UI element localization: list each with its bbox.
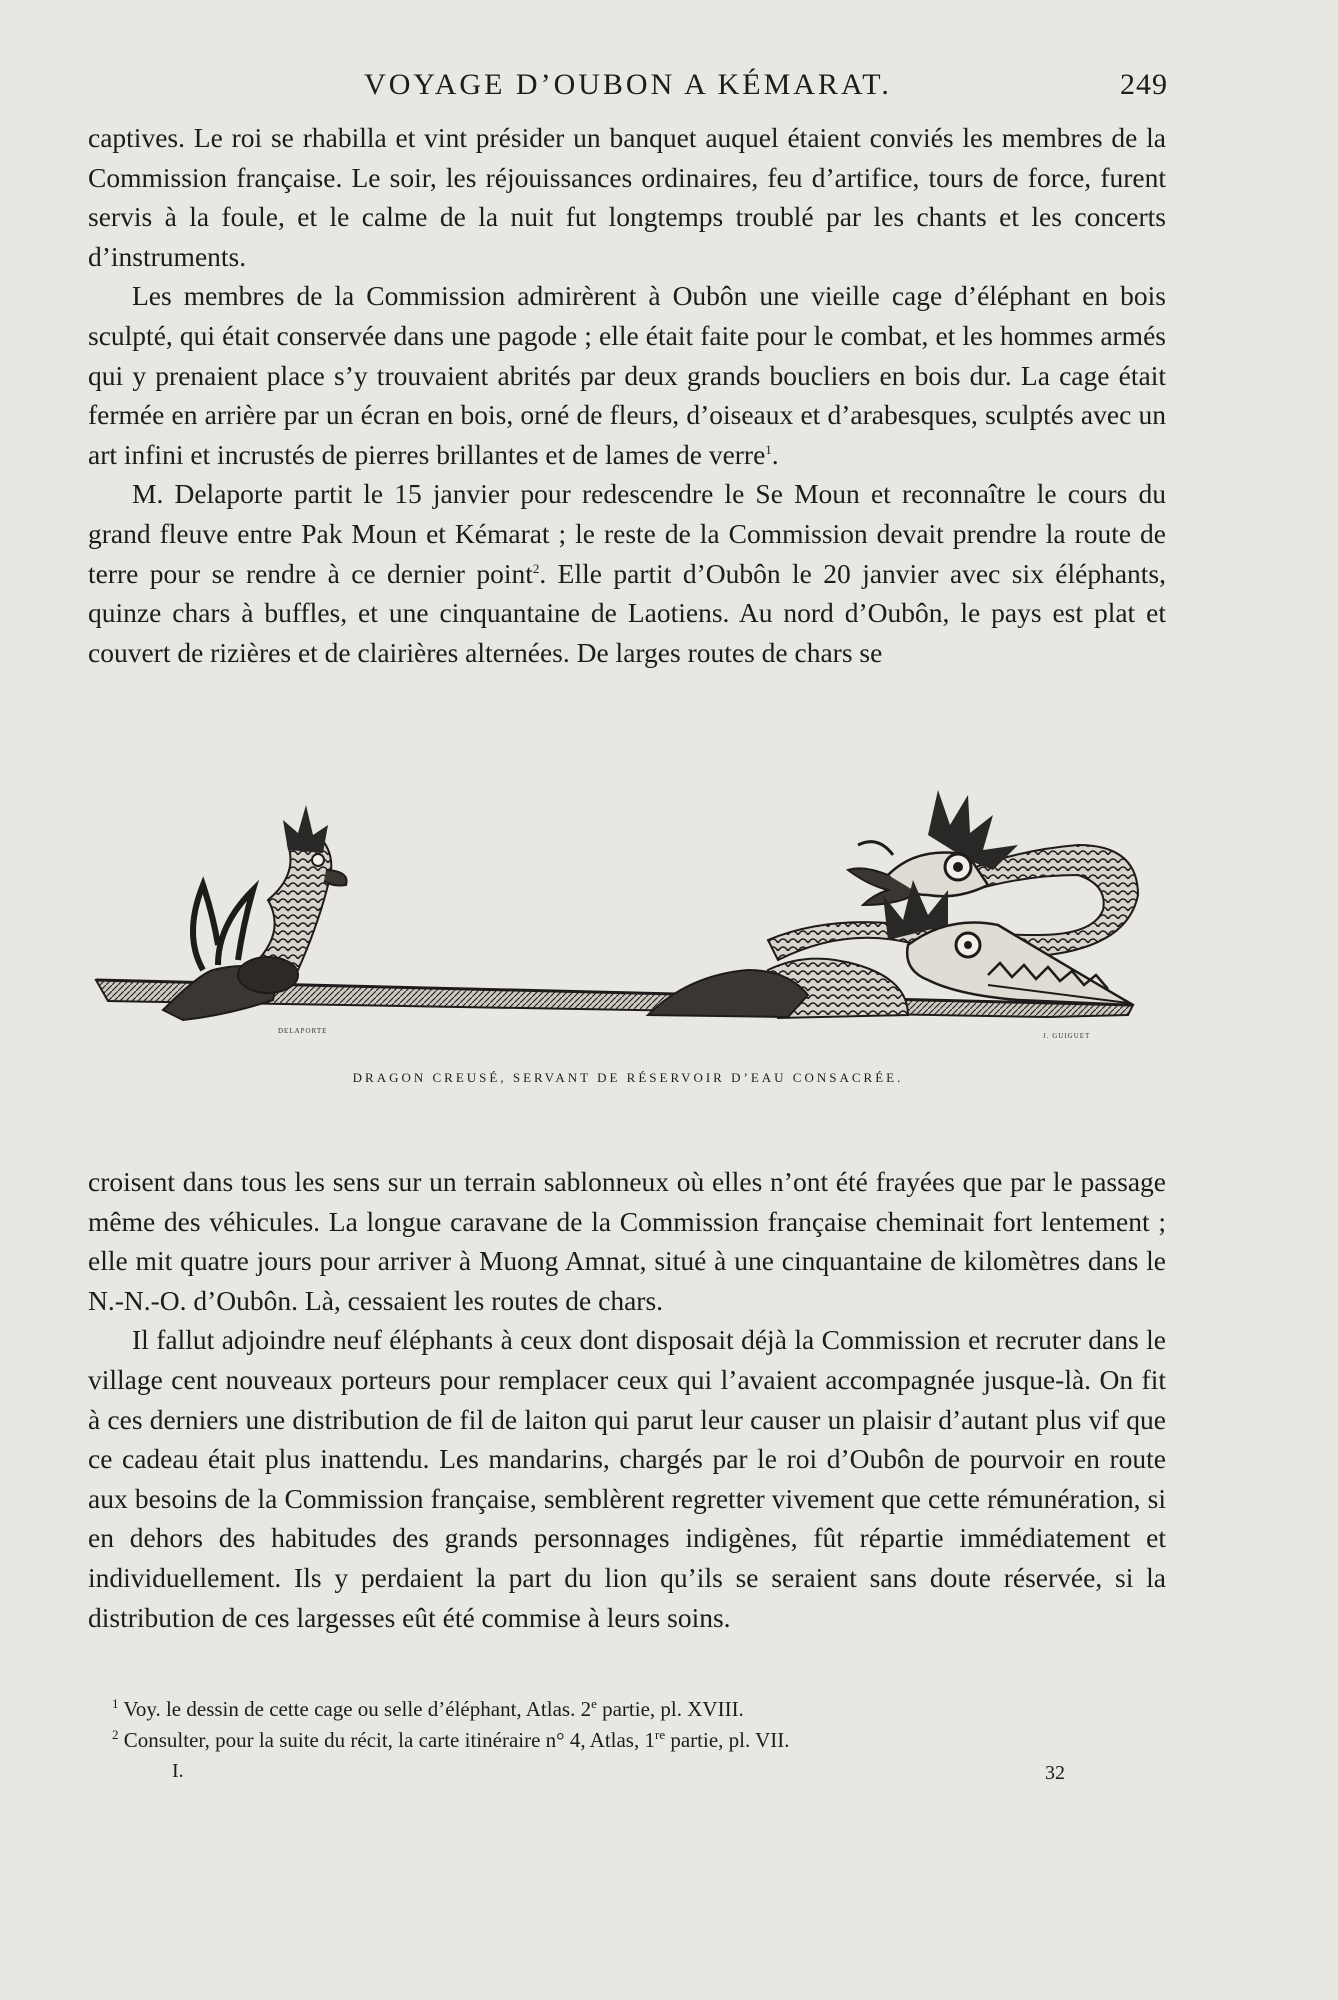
footnote [112, 1725, 1092, 1756]
footnote-sup: re [654, 1727, 666, 1742]
header-title: VOYAGE D’OUBON A KÉMARAT. [364, 68, 892, 101]
signature-mark: I. [172, 1760, 184, 1782]
footnote-text: Voy. le dessin de cette cage ou selle d’éléphant, Atlas. 2 [123, 1697, 592, 1721]
footnote-ref: 1 [765, 441, 772, 457]
page-number: 249 [1120, 68, 1168, 101]
paragraph: Il fallut adjoindre neuf éléphants à ceux dont disposait déjà la Commission et recruter dans le village cent nouveaux porteurs pour remplacer ceux qui l’avaient accompagnée jusque-là. On fit à ces derniers une distribution de fil de laiton qui parut leur causer un plaisir d’autant plus vif que ce cadeau était plus inattendu. Les mandarins, chargés par le roi d’Oubôn de pourvoir en route aux besoins de la Commission française, semblèrent regretter vivement que cette rémunération, si en dehors des habitudes des grands personnages indigènes, fût répartie immédiatement et individuellement. Ils y perdaient la part du lion qu’ils se seraient sans doute réservée, si la distribution de ces largesses eût été commise à leurs soins. [88, 1324, 1166, 1633]
footnote-sup: e [591, 1696, 597, 1711]
footnote [112, 1694, 1092, 1725]
paragraph-text: M. Delaporte partit le 15 janvier pour redescendre le Se Moun et reconnaître le cours du grand fleuve entre Pak Moun et Kémarat ; le reste de la Commission devait prendre la route de terre pour se rendre à ce dernier point [88, 478, 1166, 589]
footnote-text-end: partie, pl. VII. [665, 1728, 790, 1752]
artist-signature-right: J. GUIGUET [1043, 1032, 1091, 1040]
figure [88, 775, 1168, 1085]
figure-caption: DRAGON CREUSÉ, SERVANT DE RÉSERVOIR D’EAU CONSACRÉE. [352, 1070, 904, 1085]
sheet-number: 32 [1045, 1762, 1065, 1784]
footnotes [112, 1694, 1092, 1756]
paragraph-text: Les membres de la Commission admirèrent à Oubôn une vieille cage d’éléphant en bois sculpté, qui était conservée dans une pagode ; elle était faite pour le combat, et les hommes armés qui y prenaient place s’y trouvaient abrités par deux grands boucliers en bois dur. La cage était fermée en arrière par un écran en bois, orné de fleurs, d’oiseaux et d’arabesques, sculptés avec un art infini et incrustés de pierres brillantes et de lames de verre [88, 280, 1166, 470]
paragraph [88, 276, 1166, 474]
artist-signature-left: DELAPORTE [278, 1027, 328, 1035]
paragraph: croisent dans tous les sens sur un terrain sablonneux où elles n’ont été frayées que par le passage même des véhicules. La longue caravane de la Commission française cheminait fort lentement ; elle mit quatre jours pour arriver à Muong Amnat, situé à une cinquantaine de kilomètres dans le N.-N.-O. d’Oubôn. Là, cessaient les routes de chars. [88, 1166, 1166, 1316]
footnote-text-end: partie, pl. XVIII. [596, 1697, 744, 1721]
text-block-top [88, 118, 1166, 672]
dragon-illustration [88, 775, 1168, 1040]
footnote-mark: 1 [112, 1696, 119, 1711]
paragraph [88, 474, 1166, 672]
paragraph-text: . Elle partit d’Oubôn le 20 janvier avec six éléphants, quinze chars à buffles, et une cinquantaine de Laotiens. Au nord d’Oubôn, le pays est plat et couvert de rizières et de clairières alternées. De larges routes de chars se [88, 557, 1166, 668]
footnote-mark: 2 [112, 1727, 119, 1742]
paragraph-end: . [771, 438, 779, 470]
paragraph: captives. Le roi se rhabilla et vint présider un banquet auquel étaient conviés les membres de la Commission française. Le soir, les réjouissances ordinaires, feu d’artifice, tours de force, furent servis à la foule, et le calme de la nuit fut longtemps troublé par les chants et les concerts d’instruments. [88, 122, 1166, 272]
footnote-ref: 2 [532, 560, 540, 576]
footnote-text: Consulter, pour la suite du récit, la carte itinéraire n° 4, Atlas, 1 [123, 1728, 655, 1752]
running-header [88, 68, 1168, 108]
text-block-bottom [88, 1162, 1166, 1637]
